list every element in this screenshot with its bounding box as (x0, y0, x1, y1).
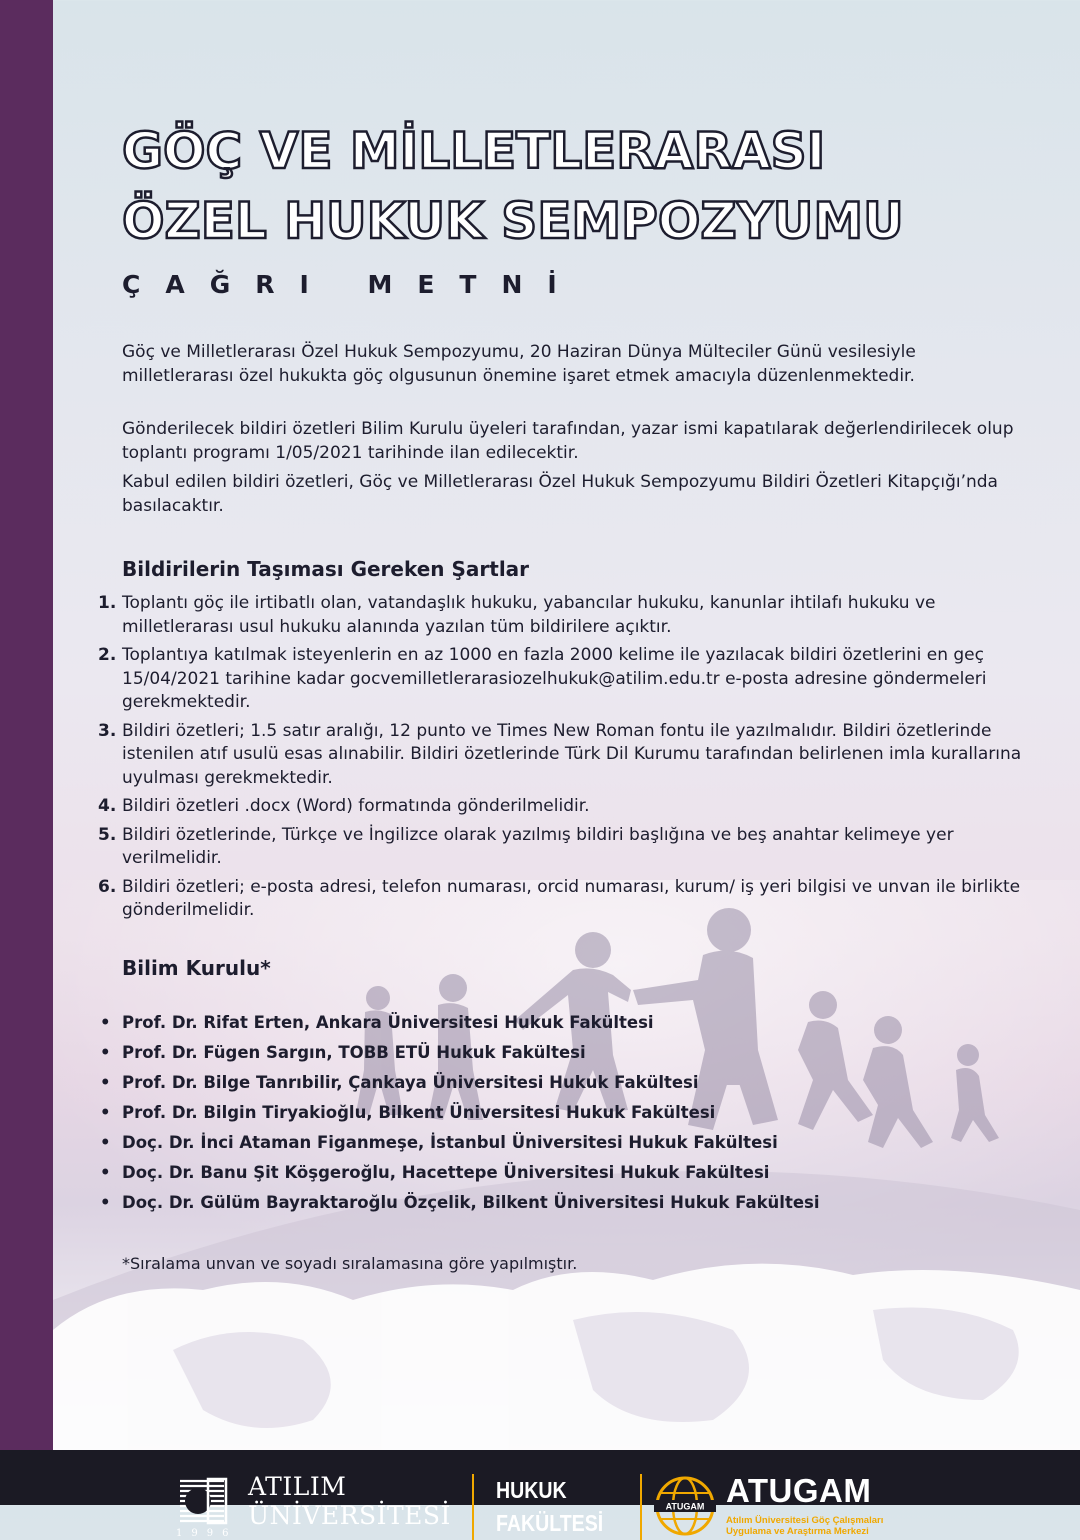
page-subtitle: ÇAĞRI METNİ (122, 270, 582, 299)
committee-member-text: Prof. Dr. Fügen Sargın, TOBB ETÜ Hukuk Fakültesi (122, 1043, 586, 1062)
footer-divider (640, 1474, 642, 1540)
list-number: 2. (98, 645, 117, 665)
atilim-founding-year: 1996 (176, 1528, 238, 1539)
list-number: 5. (98, 824, 117, 845)
bullet: • (100, 1073, 111, 1092)
atilim-logo-icon (176, 1475, 228, 1527)
bullet: • (100, 1163, 111, 1182)
committee-member (98, 1160, 820, 1190)
page-title-line-2: ÖZEL HUKUK SEMPOZYUMU (122, 192, 904, 250)
list-item-text: Bildiri özetlerinde, Türkçe ve İngilizce olarak yazılmış bildiri başlığına ve beş anahtar kelimeye yer verilmelidir. (122, 824, 954, 868)
list-number: 4. (98, 796, 117, 816)
bullet: • (100, 1013, 111, 1032)
committee-footnote: *Sıralama unvan ve soyadı sıralamasına göre yapılmıştır. (122, 1254, 578, 1273)
committee-member-text: Doç. Dr. Banu Şit Köşgeroğlu, Hacettepe Üniversitesi Hukuk Fakültesi (122, 1163, 770, 1182)
atilim-name-line-1: ATILIM (248, 1472, 347, 1501)
committee-list (98, 1010, 820, 1220)
law-faculty-line-2: FAKÜLTESİ (496, 1510, 604, 1536)
committee-member (98, 1070, 820, 1100)
bullet: • (100, 1043, 111, 1062)
atugam-subtitle (726, 1515, 883, 1537)
law-faculty-line-1: HUKUK (496, 1477, 567, 1503)
committee-member-text: Prof. Dr. Rifat Erten, Ankara Üniversitesi Hukuk Fakültesi (122, 1013, 654, 1032)
committee-member (98, 1190, 820, 1220)
committee-member-text: Prof. Dr. Bilgin Tiryakioğlu, Bilkent Üniversitesi Hukuk Fakültesi (122, 1103, 716, 1122)
law-faculty-logo (496, 1474, 603, 1540)
list-number: 3. (98, 720, 117, 741)
list-item (98, 720, 1028, 791)
committee-heading: Bilim Kurulu* (122, 956, 271, 980)
committee-member-text: Doç. Dr. Gülüm Bayraktaroğlu Özçelik, Bilkent Üniversitesi Hukuk Fakültesi (122, 1193, 820, 1212)
bullet: • (100, 1133, 111, 1152)
list-item (98, 592, 1028, 639)
committee-member (98, 1010, 820, 1040)
atugam-badge-text: ATUGAM (665, 1501, 705, 1512)
committee-member (98, 1130, 820, 1160)
atugam-name: ATUGAM (726, 1472, 872, 1509)
list-item (98, 644, 1028, 715)
atugam-globe-icon (654, 1475, 716, 1537)
committee-member (98, 1100, 820, 1130)
left-accent-bar (0, 0, 53, 1450)
committee-member-text: Prof. Dr. Bilge Tanrıbilir, Çankaya Üniversitesi Hukuk Fakültesi (122, 1073, 699, 1092)
list-item (98, 824, 1028, 871)
list-number: 1. (98, 593, 117, 613)
list-item-text: Bildiri özetleri; e-posta adresi, telefon numarası, orcid numarası, kurum/ iş yeri bilgisi ve unvan ile birlikte gönderilmelidir. (122, 876, 1021, 920)
page-title-line-1: GÖÇ VE MİLLETLERARASI (122, 122, 826, 180)
atugam-subtitle-line-2: Uygulama ve Araştırma Merkezi (726, 1526, 869, 1537)
requirements-heading: Bildirilerin Taşıması Gereken Şartlar (122, 557, 530, 581)
list-item-text: Toplantı göç ile irtibatlı olan, vatandaşlık hukuku, yabancılar hukuku, kanunlar ihtilafı hukuku ve milletlerarası usul hukuku alanında yazılan tüm bildirilere açıktır. (122, 593, 936, 637)
committee-member-text: Doç. Dr. İnci Ataman Figanmeşe, İstanbul Üniversitesi Hukuk Fakültesi (122, 1133, 778, 1152)
list-item (98, 795, 1028, 819)
list-number: 6. (98, 876, 117, 897)
bullet: • (100, 1103, 111, 1122)
footer-divider (472, 1474, 474, 1540)
atugam-subtitle-line-1: Atılım Üniversitesi Göç Çalışmaları (726, 1515, 884, 1526)
list-item (98, 876, 1028, 923)
list-item-text: Bildiri özetleri; 1.5 satır aralığı, 12 punto ve Times New Roman fontu ile yazılmalıdır. Bildiri özetlerinde istenilen atıf usulü esas alınabilir. Bildiri özetlerinde Türk Dil Kurumu tarafından belirlenen imla kurallarına uyulması gerekmektedir. (122, 720, 1022, 788)
list-item-text: Toplantıya katılmak isteyenlerin en az 1000 en fazla 2000 kelime ile yazılacak bildiri özetlerini en geç 15/04/2021 tarihine kadar gocvemilletlerarasiozelhukuk@atilim.edu.tr e-posta adresine göndermeleri gerekmektedir. (122, 645, 987, 712)
atilim-university-name (248, 1472, 451, 1530)
intro-paragraph-1: Göç ve Milletlerarası Özel Hukuk Sempozyumu, 20 Haziran Dünya Mülteciler Günü vesilesiyle milletlerarası özel hukukta göç olgusunun önemine işaret etmek amacıyla düzenlenmektedir. (122, 342, 916, 386)
list-item-text: Bildiri özetleri .docx (Word) formatında gönderilmelidir. (122, 796, 590, 816)
bullet: • (100, 1193, 111, 1212)
intro-paragraph-2: Gönderilecek bildiri özetleri Bilim Kurulu üyeleri tarafından, yazar ismi kapatılarak değerlendirilecek olup toplantı programı 1/05/2021 tarihinde ilan edilecektir. (122, 419, 1014, 463)
requirements-list (98, 592, 1028, 928)
intro-paragraph-3: Kabul edilen bildiri özetleri, Göç ve Milletlerarası Özel Hukuk Sempozyumu Bildiri Özetleri Kitapçığı’nda basılacaktır. (122, 472, 998, 516)
atilim-name-line-2: ÜNİVERSİTESİ (248, 1501, 451, 1530)
committee-member (98, 1040, 820, 1070)
